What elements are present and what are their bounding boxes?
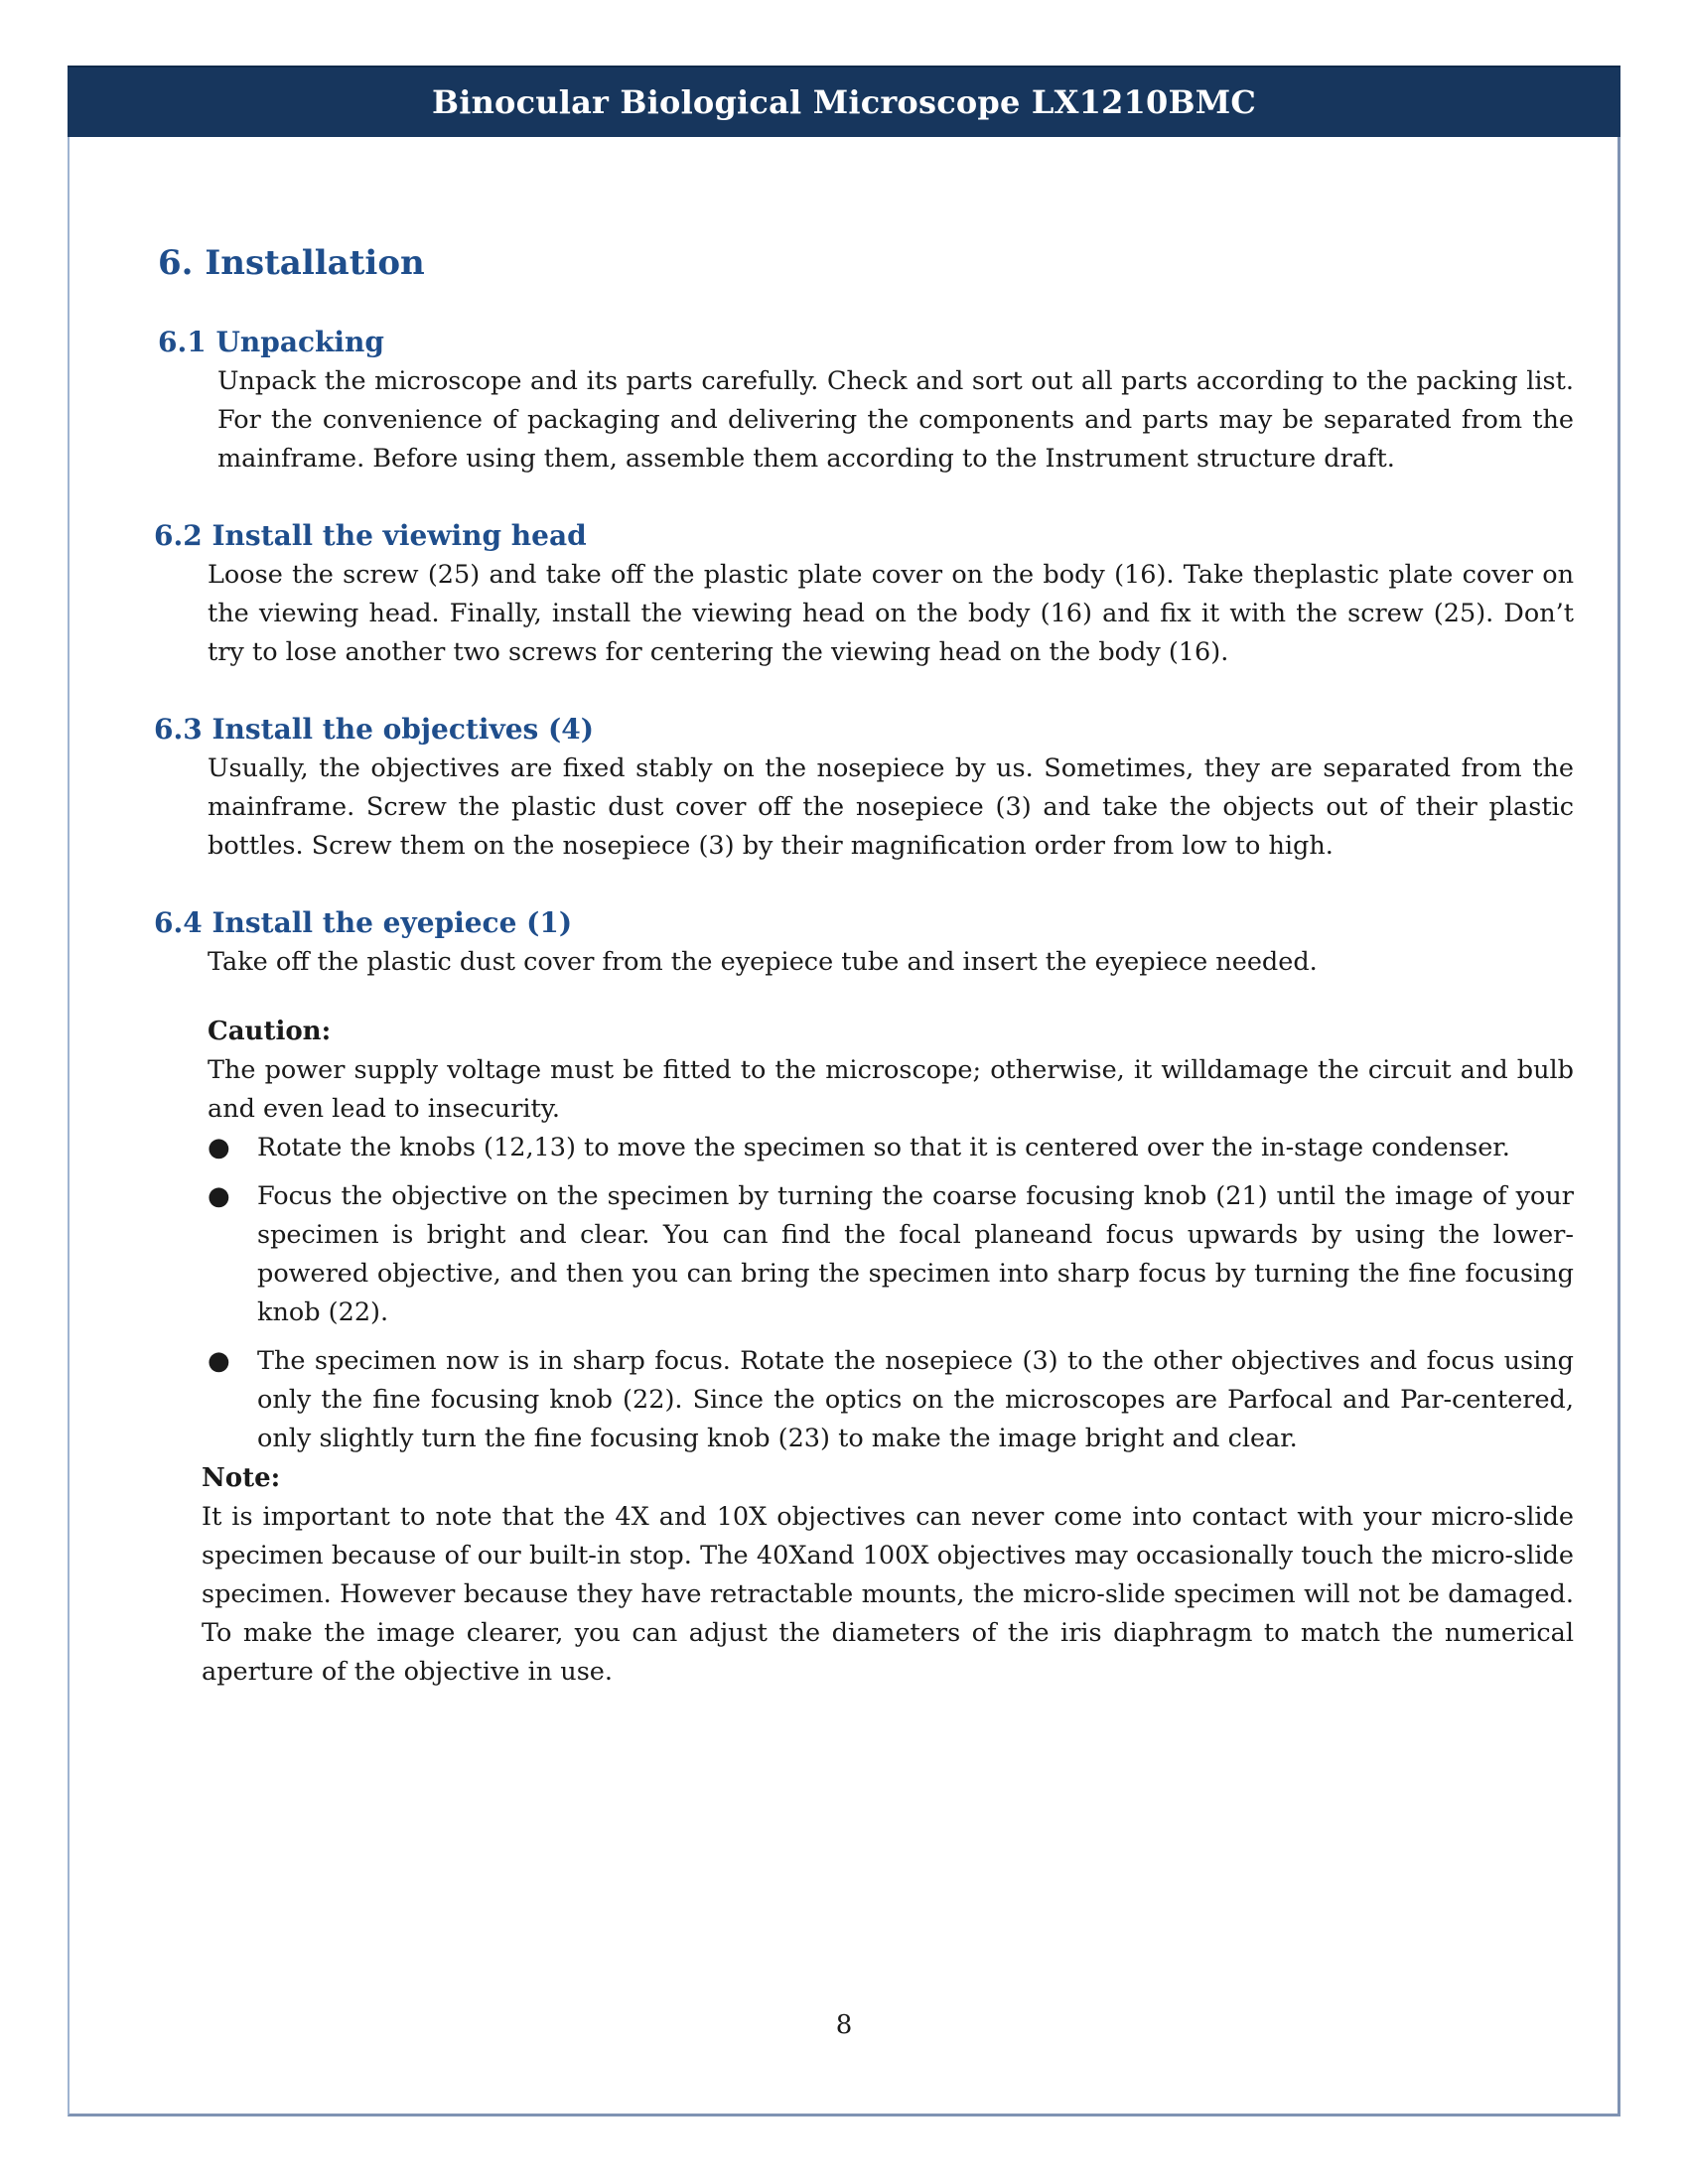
list-item-text: Focus the objective on the specimen by turning the coarse focusing knob (21) until the image of your specimen is bright and clear. You can find the focal planeand focus upwards by using the lower-powered objective, and then you can bring the specimen into sharp focus by turning the fine focusing knob (22). — [257, 1181, 1574, 1327]
caution-bullet-list — [154, 1129, 1574, 1458]
subsection-paragraph: Unpack the microscope and its parts carefully. Check and sort out all parts according to the packing list. For the convenience of packaging and delivering the components and parts may be separated from the mainframe. Before using them, assemble them according to the Instrument structure draft. — [217, 366, 1574, 474]
list-item-text: Rotate the knobs (12,13) to move the specimen so that it is centered over the in-stage condenser. — [257, 1133, 1510, 1162]
subsection-objectives — [154, 710, 1574, 866]
subsection-eyepiece — [154, 903, 1574, 982]
note-block — [154, 1458, 1574, 1692]
document-title: Binocular Biological Microscope LX1210BMC — [431, 83, 1257, 121]
subsection-paragraph: Usually, the objectives are fixed stably on the nosepiece by us. Sometimes, they are separated from the mainframe. Screw the plastic dust cover off the nosepiece (3) and take the objects out of their plastic bottles. Screw them on the nosepiece (3) by their magnification order from low to high. — [208, 753, 1574, 861]
page-number: 8 — [835, 2010, 853, 2040]
bullet-icon: ● — [208, 1181, 230, 1211]
section-heading: 6. Installation — [158, 243, 425, 283]
note-label: Note: — [202, 1463, 281, 1493]
subsection-heading: 6.1 Unpacking — [158, 326, 384, 358]
caution-label: Caution: — [208, 1017, 332, 1046]
subsection-viewing-head — [154, 516, 1574, 672]
bullet-icon: ● — [208, 1346, 230, 1376]
caution-text: The power supply voltage must be fitted to the microscope; otherwise, it willdamage the circuit and bulb and even lead to insecurity. — [208, 1055, 1574, 1124]
subsection-heading: 6.3 Install the objectives (4) — [154, 713, 595, 746]
list-item-text: The specimen now is in sharp focus. Rotate the nosepiece (3) to the other objectives and focus using only the fine focusing knob (22). Since the optics on the microscopes are Parfocal and Par-centered, only slightly turn the fine focusing knob (23) to make the image bright and clear. — [257, 1346, 1574, 1453]
caution-block — [154, 1012, 1574, 1129]
subsection-paragraph: Take off the plastic dust cover from the eyepiece tube and insert the eyepiece needed. — [208, 947, 1318, 977]
page-content — [154, 243, 1574, 1692]
note-text: It is important to note that the 4X and 10X objectives can never come into contact with your micro-slide specimen because of our built-in stop. The 40Xand 100X objectives may occasionally touch the micro-slide specimen. However because they have retractable mounts, the micro-slide specimen will not be damaged. To make the image clearer, you can adjust the diameters of the iris diaphragm to match the numerical aperture of the objective in use. — [202, 1502, 1574, 1687]
subsection-heading: 6.4 Install the eyepiece (1) — [154, 906, 573, 939]
list-item — [208, 1342, 1574, 1458]
subsection-paragraph: Loose the screw (25) and take off the plastic plate cover on the body (16). Take theplastic plate cover on the viewing head. Finally, install the viewing head on the body (16) and fix it with the screw (25). Don’t try to lose another two screws for centering the viewing head on the body (16). — [208, 560, 1574, 667]
subsection-heading: 6.2 Install the viewing head — [154, 519, 587, 552]
subsection-unpacking — [154, 323, 1574, 478]
bullet-icon: ● — [208, 1133, 230, 1162]
list-item — [208, 1129, 1574, 1167]
document-header — [68, 66, 1620, 137]
list-item — [208, 1177, 1574, 1332]
